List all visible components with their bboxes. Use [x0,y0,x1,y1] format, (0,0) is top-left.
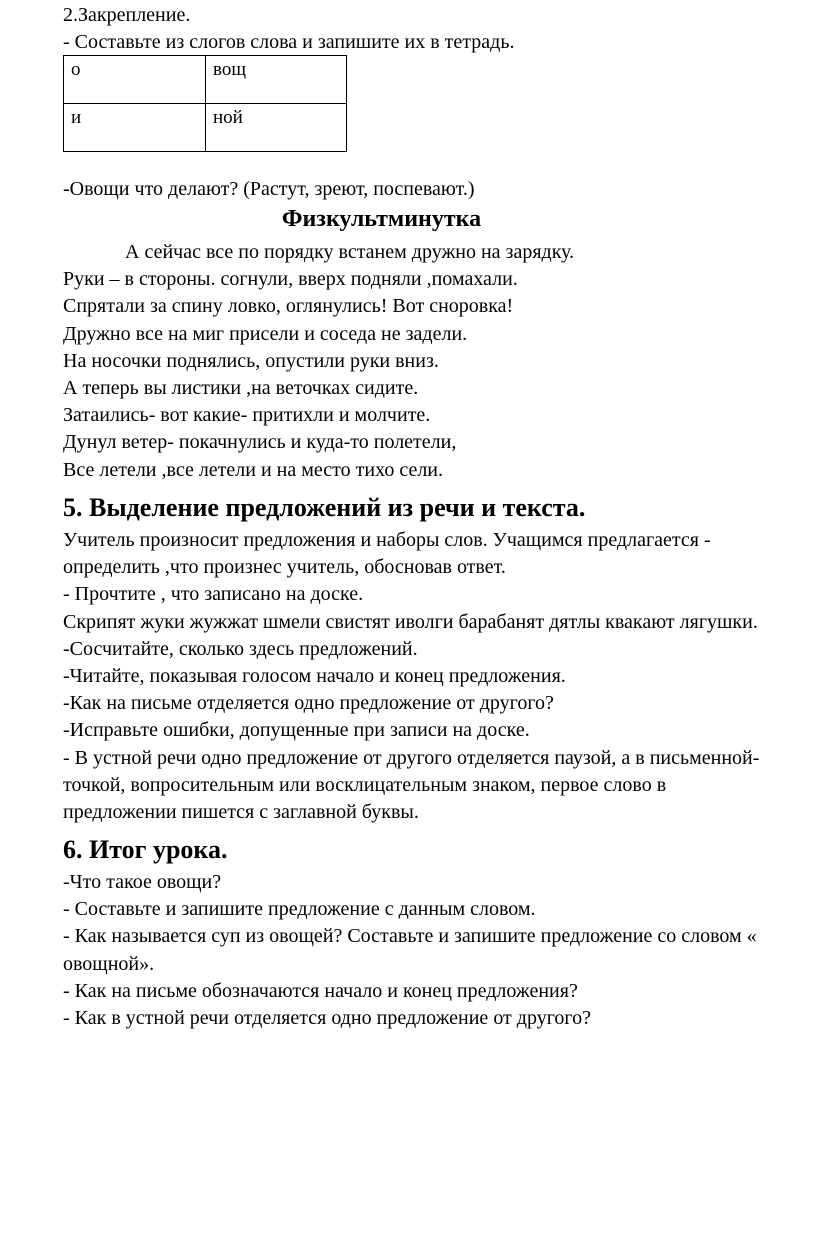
poem-line: А теперь вы листики ,на веточках сидите. [63,377,419,400]
poem-line: Дружно все на миг присели и соседа не задели. [63,322,468,345]
poem-line: Все летели ,все летели и на место тихо сели. [63,458,444,481]
paragraph-line: - Как на письме обозначаются начало и конец предложения? [63,979,578,1002]
paragraph-line: - В устной речи одно предложение от другого отделяется паузой, а в письменной- [63,746,760,769]
table-row [64,104,347,152]
paragraph-line: -Читайте, показывая голосом начало и конец предложения. [63,665,566,688]
section5-heading: 5. Выделение предложений из речи и текста. [63,493,586,522]
paragraph-line: -Что такое овощи? [63,871,222,893]
poem-line: А сейчас все по порядку встанем дружно на зарядку. [125,241,575,263]
poem-line: На носочки поднялись, опустили руки вниз. [63,349,439,372]
fizkult-heading [63,204,808,234]
paragraph-line: -Исправьте ошибки, допущенные при записи на доске. [63,719,530,742]
section6-heading: 6. Итог урока. [63,835,228,864]
table-row [64,56,347,104]
paragraph-line: Скрипят жуки жужжат шмели свистят иволги барабанят дятлы квакают лягушки. [63,610,758,633]
paragraph-line: овощной». [63,952,155,975]
paragraph-line: -Сосчитайте, сколько здесь предложений. [63,637,418,660]
task-instruction: - Составьте из слогов слова и запишите их в тетрадь. [63,31,515,53]
section5-body [63,527,759,826]
table-cell: вощ [206,56,347,104]
poem-line: Дунул ветер- покачнулись и куда-то полетели, [63,431,457,454]
paragraph-line: Учитель произносит предложения и наборы слов. Учащимся предлагается - [63,529,711,551]
table-cell: о [64,56,206,104]
paragraph-line: точкой, вопросительным или восклицательным знаком, первое слово в [63,773,667,796]
paragraph-line: определить ,что произнес учитель, обосновав ответ. [63,556,506,579]
question-vegetables: -Овощи что делают? (Растут, зреют, поспевают.) [63,178,475,200]
paragraph-line: - Как в устной речи отделяется одно предложение от другого? [63,1007,591,1030]
paragraph-line: - Составьте и запишите предложение с данным словом. [63,898,536,921]
fizkult-title: Физкультминутка [281,206,482,232]
section6-body [63,869,757,1032]
table-cell: ной [206,104,347,152]
fizkult-poem [63,239,574,484]
poem-line: Руки – в стороны. согнули, вверх подняли ,помахали. [63,268,518,291]
paragraph-line: предложении пишется с заглавной буквы. [63,801,419,824]
paragraph-line: -Как на письме отделяется одно предложение от другого? [63,692,554,715]
poem-line: Спрятали за спину ловко, оглянулись! Вот сноровка! [63,295,514,318]
paragraph-line: - Прочтите , что записано на доске. [63,583,364,606]
poem-line: Затаились- вот какие- притихли и молчите. [63,404,431,427]
syllables-table [63,55,347,152]
section-title-consolidation: 2.Закрепление. [63,4,191,26]
paragraph-line: - Как называется суп из овощей? Составьте и запишите предложение со словом « [63,925,757,948]
table-cell: и [64,104,206,152]
